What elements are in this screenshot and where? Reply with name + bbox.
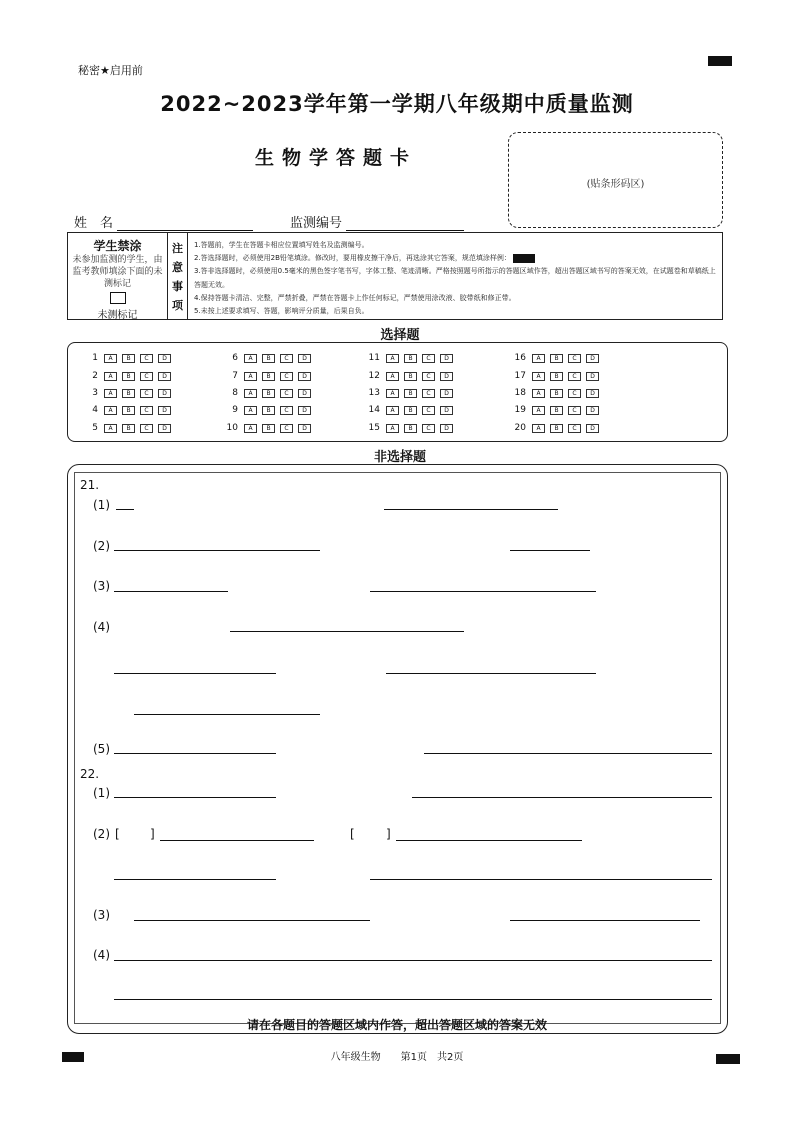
bracket-open: [ — [350, 827, 355, 841]
option-bubble[interactable]: C — [568, 406, 581, 415]
option-bubble[interactable]: D — [586, 389, 599, 398]
choice-question-row — [84, 388, 176, 398]
option-bubble[interactable]: C — [422, 389, 435, 398]
notice-item: 4.保持答题卡清洁、完整，严禁折叠，严禁在答题卡上作任何标记，严禁使用涂改液、胶带纸和修正带。 — [194, 293, 516, 302]
option-bubble[interactable]: B — [404, 372, 417, 381]
option-bubble[interactable]: A — [532, 406, 545, 415]
answer-line[interactable] — [160, 840, 314, 841]
answer-line[interactable] — [396, 840, 582, 841]
option-bubble[interactable]: A — [104, 389, 117, 398]
option-bubble[interactable]: D — [586, 424, 599, 433]
option-bubble[interactable]: C — [140, 406, 153, 415]
option-bubble[interactable]: C — [140, 424, 153, 433]
answer-line[interactable] — [114, 591, 228, 592]
choice-question-row — [224, 423, 316, 433]
question-number: 13 — [368, 388, 380, 398]
notice-item: 1.答题前，学生在答题卡相应位置填写姓名及监测编号。 — [194, 241, 369, 249]
q22-part-1: (1) — [93, 786, 110, 800]
option-bubble[interactable]: B — [262, 389, 275, 398]
option-bubble[interactable]: A — [386, 354, 399, 363]
fill-sample-icon — [513, 254, 535, 263]
ban-section — [68, 233, 168, 319]
answer-line[interactable] — [114, 797, 276, 798]
notice-item: 2.答选择题时，必须使用2B铅笔填涂。修改时，要用橡皮擦干净后，再选涂其它答案，规范填涂样例： — [194, 252, 719, 265]
option-bubble[interactable]: B — [550, 406, 563, 415]
page-subtitle: 生物学答题卡 — [255, 147, 418, 169]
option-bubble[interactable]: B — [404, 354, 417, 363]
choice-question-row — [224, 371, 316, 381]
answer-line[interactable] — [134, 714, 320, 715]
choice-question-row — [84, 423, 176, 433]
option-bubble[interactable]: D — [158, 372, 171, 381]
answer-line[interactable] — [114, 960, 712, 961]
option-bubble[interactable]: C — [568, 354, 581, 363]
barcode-label: (贴条形码区) — [586, 179, 645, 190]
option-bubble[interactable]: D — [440, 406, 453, 415]
question-number: 8 — [232, 388, 238, 398]
question-number: 10 — [226, 423, 238, 433]
option-bubble[interactable]: A — [386, 389, 399, 398]
q22-part-4: (4) — [93, 948, 110, 962]
registration-mark-top-right — [708, 56, 732, 66]
option-bubble[interactable]: A — [104, 406, 117, 415]
option-bubble[interactable]: D — [440, 389, 453, 398]
option-bubble[interactable]: D — [440, 354, 453, 363]
choice-question-row — [224, 405, 316, 415]
answer-line[interactable] — [114, 999, 712, 1000]
choice-question-row — [224, 388, 316, 398]
choice-question-row — [512, 388, 604, 398]
question-number: 11 — [368, 353, 380, 363]
page-footer: 八年级生物 第1页 共2页 — [330, 1052, 464, 1063]
question-number: 1 — [92, 353, 98, 363]
option-bubble[interactable]: A — [244, 354, 257, 363]
question-number: 17 — [514, 371, 526, 381]
option-bubble[interactable]: B — [122, 389, 135, 398]
choice-section-title: 选择题 — [380, 328, 420, 343]
option-bubble[interactable]: B — [550, 389, 563, 398]
page-title: 2022~2023学年第一学期八年级期中质量监测 — [160, 92, 634, 116]
option-bubble[interactable]: B — [262, 372, 275, 381]
option-bubble[interactable]: B — [262, 406, 275, 415]
answer-line[interactable] — [384, 509, 558, 510]
option-bubble[interactable]: A — [386, 406, 399, 415]
option-bubble[interactable]: C — [568, 372, 581, 381]
secret-label: 秘密★启用前 — [78, 64, 143, 77]
bracket-close: ] — [150, 827, 155, 841]
option-bubble[interactable]: C — [280, 372, 293, 381]
option-bubble[interactable]: B — [550, 424, 563, 433]
option-bubble[interactable]: C — [422, 406, 435, 415]
choice-question-row — [512, 423, 604, 433]
choice-question-row — [84, 405, 176, 415]
notice-label-char: 项 — [172, 299, 183, 312]
option-bubble[interactable]: C — [140, 372, 153, 381]
answer-line[interactable] — [134, 920, 370, 921]
question-number: 19 — [514, 405, 526, 415]
question-number: 20 — [514, 423, 526, 433]
ban-heading: 学生禁涂 — [93, 239, 142, 253]
choice-question-row — [224, 353, 316, 363]
option-bubble[interactable]: A — [386, 424, 399, 433]
option-bubble[interactable]: D — [586, 372, 599, 381]
bracket-open: [ — [115, 827, 120, 841]
absent-mark-box[interactable] — [110, 292, 126, 304]
q22-number: 22. — [80, 767, 100, 781]
option-bubble[interactable]: B — [550, 354, 563, 363]
notice-item: 5.未按上述要求填写、答题，影响评分质量，后果自负。 — [194, 307, 369, 316]
option-bubble[interactable]: A — [244, 424, 257, 433]
option-bubble[interactable]: C — [422, 424, 435, 433]
option-bubble[interactable]: A — [244, 406, 257, 415]
option-bubble[interactable]: A — [104, 372, 117, 381]
notice-list — [194, 239, 719, 318]
choice-question-row — [84, 371, 176, 381]
option-bubble[interactable]: D — [440, 372, 453, 381]
q22-part-3: (3) — [93, 908, 110, 922]
option-bubble[interactable]: A — [104, 424, 117, 433]
question-number: 3 — [92, 388, 98, 398]
option-bubble[interactable]: A — [244, 389, 257, 398]
q21-part-2: (2) — [93, 539, 110, 553]
option-bubble[interactable]: D — [440, 424, 453, 433]
answer-line[interactable] — [114, 753, 276, 754]
q21-part-4: (4) — [93, 620, 110, 634]
choice-question-row — [84, 353, 176, 363]
barcode-area — [508, 132, 723, 228]
question-number: 9 — [232, 405, 238, 415]
option-bubble[interactable]: D — [158, 389, 171, 398]
option-bubble[interactable]: B — [122, 354, 135, 363]
answer-line[interactable] — [116, 509, 134, 510]
answer-line[interactable] — [510, 550, 590, 551]
option-bubble[interactable]: C — [280, 406, 293, 415]
option-bubble[interactable]: A — [244, 372, 257, 381]
answer-line[interactable] — [230, 631, 464, 632]
answer-line[interactable] — [114, 673, 276, 674]
option-bubble[interactable]: B — [122, 406, 135, 415]
name-label: 姓 名 — [74, 216, 114, 231]
name-row — [74, 212, 253, 231]
option-bubble[interactable]: C — [140, 354, 153, 363]
notice-label-char: 事 — [172, 280, 183, 293]
choice-answer-box — [67, 342, 728, 442]
option-bubble[interactable]: C — [422, 372, 435, 381]
question-number: 16 — [514, 353, 526, 363]
option-bubble[interactable]: D — [158, 424, 171, 433]
out-of-area-warning: 请在各题目的答题区域内作答，超出答题区域的答案无效 — [246, 1018, 547, 1032]
answer-line[interactable] — [114, 550, 320, 551]
option-bubble[interactable]: A — [532, 389, 545, 398]
option-bubble[interactable]: D — [298, 372, 311, 381]
question-number: 15 — [368, 423, 380, 433]
option-bubble[interactable]: C — [422, 354, 435, 363]
bracket-close: ] — [386, 827, 391, 841]
option-bubble[interactable]: C — [280, 424, 293, 433]
question-number: 14 — [368, 405, 380, 415]
option-bubble[interactable]: A — [386, 372, 399, 381]
choice-question-row — [366, 371, 458, 381]
option-bubble[interactable]: D — [298, 354, 311, 363]
option-bubble[interactable]: A — [532, 424, 545, 433]
choice-question-row — [512, 353, 604, 363]
option-bubble[interactable]: D — [586, 406, 599, 415]
q22-part-2: (2) — [93, 827, 110, 841]
choice-question-row — [512, 405, 604, 415]
answer-line[interactable] — [370, 879, 712, 880]
question-number: 2 — [92, 371, 98, 381]
choice-question-row — [366, 353, 458, 363]
q21-part-3: (3) — [93, 579, 110, 593]
choice-question-row — [366, 423, 458, 433]
question-number: 5 — [92, 423, 98, 433]
option-bubble[interactable]: D — [158, 354, 171, 363]
notice-item: 3.答非选择题时，必须使用0.5毫米的黑色签字笔书写，字体工整、笔迹清晰。严格按照题号所指示的答题区域作答，超出答题区域书写的答案无效，在试题卷和草稿纸上答题无效。 — [194, 267, 716, 289]
answer-line[interactable] — [510, 920, 700, 921]
question-number: 12 — [368, 371, 380, 381]
question-number: 4 — [92, 405, 98, 415]
option-bubble[interactable]: B — [262, 424, 275, 433]
q21-part-1: (1) — [93, 498, 110, 512]
notice-label-char: 意 — [172, 261, 183, 274]
choice-question-row — [512, 371, 604, 381]
id-row — [290, 212, 464, 231]
choice-question-row — [366, 405, 458, 415]
q21-number: 21. — [80, 478, 100, 492]
option-bubble[interactable]: A — [104, 354, 117, 363]
answer-line[interactable] — [412, 797, 712, 798]
option-bubble[interactable]: B — [122, 372, 135, 381]
option-bubble[interactable]: D — [298, 406, 311, 415]
answer-line[interactable] — [424, 753, 712, 754]
notice-label — [168, 233, 188, 319]
question-number: 6 — [232, 353, 238, 363]
option-bubble[interactable]: C — [280, 354, 293, 363]
ban-text: 未参加监测的学生，由监考教师填涂下面的未测标记 — [72, 255, 163, 289]
nonchoice-inner-border — [74, 472, 721, 1024]
option-bubble[interactable]: B — [550, 372, 563, 381]
option-bubble[interactable]: B — [404, 389, 417, 398]
absent-mark-label: 未测标记 — [97, 310, 138, 321]
option-bubble[interactable]: D — [586, 354, 599, 363]
nonchoice-section-title: 非选择题 — [373, 450, 426, 465]
option-bubble[interactable]: C — [280, 389, 293, 398]
option-bubble[interactable]: B — [404, 406, 417, 415]
id-field[interactable] — [346, 217, 464, 231]
answer-line[interactable] — [114, 879, 276, 880]
option-bubble[interactable]: C — [140, 389, 153, 398]
q21-part-5: (5) — [93, 742, 110, 756]
option-bubble[interactable]: B — [262, 354, 275, 363]
option-bubble[interactable]: B — [404, 424, 417, 433]
question-number: 18 — [514, 388, 526, 398]
option-bubble[interactable]: D — [298, 389, 311, 398]
id-label: 监测编号 — [290, 216, 343, 231]
choice-question-row — [366, 388, 458, 398]
question-number: 7 — [232, 371, 238, 381]
notice-box — [67, 232, 723, 320]
option-bubble[interactable]: D — [298, 424, 311, 433]
answer-line[interactable] — [386, 673, 596, 674]
name-field[interactable] — [117, 217, 253, 231]
option-bubble[interactable]: A — [532, 354, 545, 363]
option-bubble[interactable]: C — [568, 424, 581, 433]
option-bubble[interactable]: D — [158, 406, 171, 415]
option-bubble[interactable]: C — [568, 389, 581, 398]
option-bubble[interactable]: B — [122, 424, 135, 433]
notice-label-char: 注 — [172, 242, 183, 255]
option-bubble[interactable]: A — [532, 372, 545, 381]
answer-line[interactable] — [370, 591, 596, 592]
